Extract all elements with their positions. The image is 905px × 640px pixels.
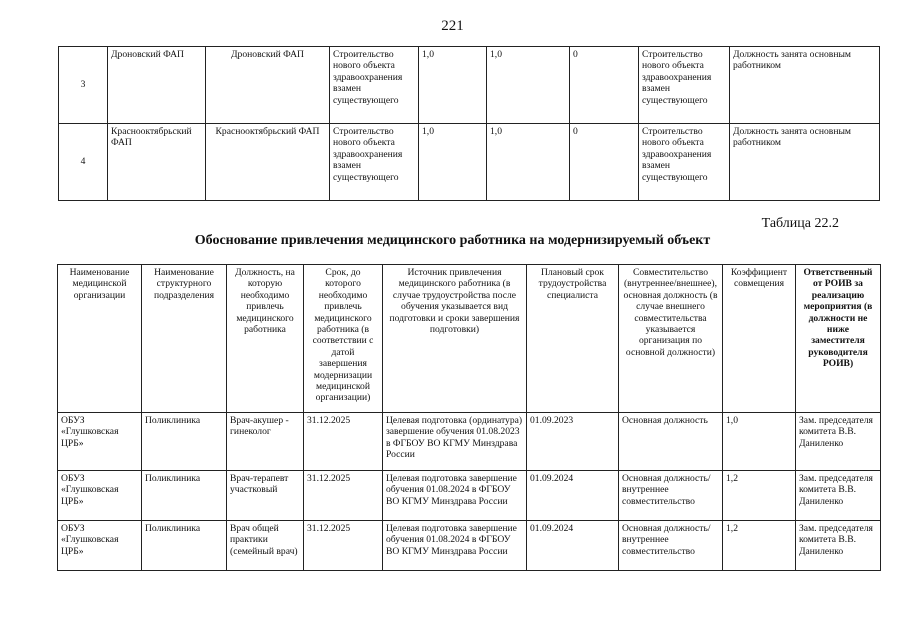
status-cell: Должность занята основным работником: [730, 47, 880, 124]
value-cell: 0: [570, 47, 639, 124]
planned-date-cell: 01.09.2024: [527, 471, 619, 521]
position-cell: Врач-терапевт участковый: [227, 471, 304, 521]
header-row: [58, 265, 881, 413]
combination-cell: Основная должность: [619, 413, 723, 471]
combination-cell: Основная должность/внутреннее совместительство: [619, 471, 723, 521]
value-cell: 1,0: [487, 124, 570, 201]
unit-cell: Краснооктябрьский ФАП: [206, 124, 330, 201]
coefficient-cell: 1,2: [723, 471, 796, 521]
column-header: Коэффициент совмещения: [723, 265, 796, 413]
org-cell: Дроновский ФАП: [108, 47, 206, 124]
source-cell: Целевая подготовка завершение обучения 01.08.2024 в ФГБОУ ВО КГМУ Минздрава России: [383, 471, 527, 521]
deadline-cell: 31.12.2025: [304, 471, 383, 521]
position-cell: Врач-акушер - гинеколог: [227, 413, 304, 471]
column-header: Наименование медицинской организации: [58, 265, 142, 413]
coefficient-cell: 1,0: [723, 413, 796, 471]
table-row: [58, 471, 881, 521]
staffing-table: [57, 264, 881, 571]
org-cell: ОБУЗ «Глушковская ЦРБ»: [58, 521, 142, 571]
page-number: 221: [441, 18, 464, 34]
column-header: Плановый срок трудоустройства специалиста: [527, 265, 619, 413]
row-number: 4: [59, 124, 108, 201]
planned-date-cell: 01.09.2024: [527, 521, 619, 571]
unit-cell: Поликлиника: [142, 471, 227, 521]
org-cell: ОБУЗ «Глушковская ЦРБ»: [58, 471, 142, 521]
unit-cell: Дроновский ФАП: [206, 47, 330, 124]
responsible-cell: Зам. председателя комитета В.В. Даниленко: [796, 521, 881, 571]
table-title: Обоснование привлечения медицинского работника на модернизируемый объект: [194, 233, 711, 248]
value-cell: 1,0: [419, 47, 487, 124]
planned-date-cell: 01.09.2023: [527, 413, 619, 471]
responsible-cell: Зам. председателя комитета В.В. Даниленко: [796, 471, 881, 521]
column-header: Ответственный от РОИВ за реализацию мероприятия (в должности не ниже заместителя руководителя РОИВ): [796, 265, 881, 413]
row-number: 3: [59, 47, 108, 124]
source-cell: Целевая подготовка (ординатура) завершение обучения 01.08.2023 в ФГБОУ ВО КГМУ Минздрава России: [383, 413, 527, 471]
value-cell: 0: [570, 124, 639, 201]
column-header: Наименование структурного подразделения: [142, 265, 227, 413]
combination-cell: Основная должность/внутреннее совместительство: [619, 521, 723, 571]
work-cell: Строительство нового объекта здравоохранения взамен существующего: [330, 47, 419, 124]
value-cell: 1,0: [487, 47, 570, 124]
continuation-table: [58, 46, 880, 201]
status-cell: Должность занята основным работником: [730, 124, 880, 201]
column-header: Источник привлечения медицинского работника (в случае трудоустройства после обучения указывается вид подготовки и сроки завершения подготовки): [383, 265, 527, 413]
work-cell: Строительство нового объекта здравоохранения взамен существующего: [330, 124, 419, 201]
value-cell: 1,0: [419, 124, 487, 201]
work-cell: Строительство нового объекта здравоохранения взамен существующего: [639, 124, 730, 201]
position-cell: Врач общей практики (семейный врач): [227, 521, 304, 571]
column-header: Срок, до которого необходимо привлечь медицинского работника (в соответствии с датой завершения модернизации медицинской организации): [304, 265, 383, 413]
org-cell: Краснооктябрьский ФАП: [108, 124, 206, 201]
work-cell: Строительство нового объекта здравоохранения взамен существующего: [639, 47, 730, 124]
unit-cell: Поликлиника: [142, 521, 227, 571]
org-cell: ОБУЗ «Глушковская ЦРБ»: [58, 413, 142, 471]
table-label: Таблица 22.2: [761, 216, 839, 231]
responsible-cell: Зам. председателя комитета В.В. Даниленко: [796, 413, 881, 471]
table-row: [59, 47, 880, 124]
table-row: [58, 521, 881, 571]
deadline-cell: 31.12.2025: [304, 413, 383, 471]
coefficient-cell: 1,2: [723, 521, 796, 571]
table-row: [58, 413, 881, 471]
source-cell: Целевая подготовка завершение обучения 01.08.2024 в ФГБОУ ВО КГМУ Минздрава России: [383, 521, 527, 571]
unit-cell: Поликлиника: [142, 413, 227, 471]
table-row: [59, 124, 880, 201]
deadline-cell: 31.12.2025: [304, 521, 383, 571]
column-header: Должность, на которую необходимо привлечь медицинского работника: [227, 265, 304, 413]
column-header: Совместительство (внутреннее/внешнее), основная должность (в случае внешнего совместительства указывается организация по основной должности): [619, 265, 723, 413]
